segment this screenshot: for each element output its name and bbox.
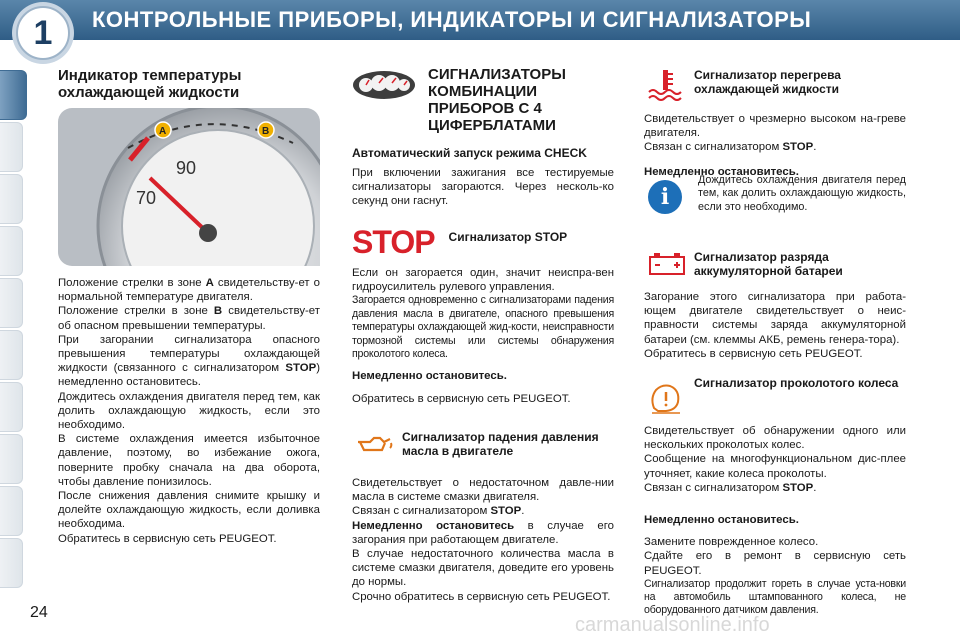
refill-paragraph: После снижения давления снимите крышку и долейте охлаждающую жидкость, если доливка необходима.	[58, 490, 320, 531]
tire-text-2: Сообщение на многофункциональном дис-плее уточняет, какие колеса проколоты.	[644, 453, 906, 480]
wait-cooling-paragraph: Дождитесь охлаждения двигателя перед тем, как долить охлаждающую жидкость, если это необходимо.	[58, 390, 320, 432]
page-number: 24	[30, 604, 48, 621]
overheat-link-paragraph	[644, 140, 906, 154]
stop-text-2: Загорается одновременно с сигнализаторами падения давления масла в двигателе, опасного превышения температуры охлаждающей жид-кости, неисправности тормозной системы или системы обнаружения проколотого колеса.	[352, 294, 614, 361]
flat-tire-icon	[648, 380, 684, 416]
side-tab-3[interactable]	[0, 174, 23, 224]
tire-link-paragraph	[644, 481, 906, 495]
chapter-number-badge: 1	[16, 6, 70, 60]
oil-pressure-title: Сигнализатор падения давления масла в двигателе	[402, 430, 599, 458]
check-mode-title: Автоматический запуск режима CHECK	[352, 146, 587, 160]
zone-b-text-1: Положение стрелки в зоне	[58, 305, 214, 318]
info-icon: i	[648, 180, 682, 214]
zone-a-text-2: свидетельству-ет о нормальной температуре двигателя.	[58, 277, 320, 304]
zone-b-text-2: свидетельству-ет об опасном превышении температуры.	[58, 305, 320, 332]
overheat-link-dot: .	[813, 141, 817, 154]
pressure-paragraph: В системе охлаждения имеется избыточное давление, поэтому, во избежание ожога, поверните пробку сначала на два оборота, чтобы давление понизилось.	[58, 433, 320, 488]
side-tab-9[interactable]	[0, 486, 23, 536]
side-tab-5[interactable]	[0, 278, 23, 328]
battery-text-2: Обратитесь в сервисную сеть PEUGEOT.	[644, 347, 863, 360]
stop-warning-header	[352, 224, 614, 261]
side-tab-7[interactable]	[0, 382, 23, 432]
overheat-text-2: ) немедленно остановитесь.	[58, 362, 320, 389]
stop-immediately-text: Немедленно остановитесь.	[352, 370, 507, 383]
battery-text-1: Загорание этого сигнализатора при работа-ющем двигателе свидетельствует о неис-правности системы заряда аккумуляторной батареи (см. клеммы АКБ, ремень генера-тора).	[644, 291, 906, 346]
info-note-text: Дождитесь охлаждения двигателя перед тем, как долить охлаждающую жидкость, если это необходимо.	[698, 174, 906, 213]
oil-stop-word: STOP	[490, 505, 522, 518]
zone-b-paragraph	[58, 304, 320, 332]
watermark: carmanualsonline.info	[575, 614, 770, 636]
side-tab-8[interactable]	[0, 434, 23, 484]
flat-tire-title: Сигнализатор проколотого колеса	[694, 376, 899, 390]
oil-link-paragraph	[352, 504, 614, 518]
tire-stop-word: STOP	[782, 481, 814, 494]
cluster-section-title: СИГНАЛИЗАТОРЫ КОМБИНАЦИИ ПРИБОРОВ С 4 ЦИФЕРБЛАТАМИ	[428, 66, 566, 134]
tire-text-6: Сигнализатор продолжит гореть в случае уста-новки на автомобиль штампованного колеса, не оборудованного датчиком давления.	[644, 577, 906, 617]
coolant-temperature-text	[58, 276, 320, 546]
side-tab-6[interactable]	[0, 330, 23, 380]
tire-text-5: Сдайте его в ремонт в сервисную сеть PEUGEOT.	[644, 550, 906, 577]
temperature-gauge-image	[58, 108, 320, 266]
zone-b-letter: B	[213, 305, 223, 318]
side-tab-strip	[0, 70, 38, 590]
tire-text-1: Свидетельствует об обнаружении одного или нескольких проколотых колес.	[644, 425, 906, 452]
coolant-overheat-title: Сигнализатор перегрева охлаждающей жидкости	[694, 68, 841, 96]
overheat-immediately-text: Немедленно остановитесь.	[644, 165, 799, 178]
oil-immediately-text: Немедленно остановитесь	[352, 519, 515, 532]
overheat-paragraph	[58, 333, 320, 390]
tire-text-4: Замените поврежденное колесо.	[644, 536, 819, 549]
battery-title: Сигнализатор разряда аккумуляторной батареи	[694, 250, 843, 278]
oil-stop-text: в случае его загорания при работающем двигателе.	[352, 519, 614, 546]
header-bar	[0, 0, 960, 40]
check-mode-block	[352, 146, 614, 209]
info-note	[698, 174, 906, 214]
oil-pressure-text	[352, 476, 614, 604]
zone-a-text-1: Положение стрелки в зоне	[58, 277, 206, 289]
stop-warning-icon: STOP	[352, 224, 435, 260]
gauge-zone-a-label: A	[159, 126, 167, 137]
side-tab-1[interactable]	[0, 70, 27, 120]
overheat-stop-word: STOP	[782, 141, 814, 154]
stop-warning-title: Сигнализатор STOP	[448, 229, 568, 244]
zone-a-paragraph	[58, 276, 320, 304]
coolant-overheat-text	[644, 112, 906, 179]
gauge-tick-90: 90	[176, 158, 197, 178]
tire-link-dot: .	[813, 481, 817, 494]
flat-tire-text	[644, 424, 906, 617]
gauge-zone-b-label: B	[262, 126, 270, 137]
side-tab-4[interactable]	[0, 226, 23, 276]
cluster-section-title-block	[428, 66, 588, 134]
column-coolant-temperature	[58, 67, 320, 101]
tire-immediately-text: Немедленно остановитесь.	[644, 514, 799, 527]
coolant-temperature-title: Индикатор температуры охлаждающей жидкости	[58, 67, 242, 101]
oil-link-dot: .	[521, 505, 525, 518]
stop-warning-text	[352, 266, 614, 406]
page-header-title: КОНТРОЛЬНЫЕ ПРИБОРЫ, ИНДИКАТОРЫ И СИГНАЛИЗАТОРЫ	[92, 7, 812, 32]
stop-text-1: Если он загорается один, значит неиспра-вен гидроусилитель рулевого управления.	[352, 267, 614, 294]
gauge-tick-70: 70	[136, 188, 157, 208]
oil-pressure-icon	[354, 430, 394, 454]
oil-text-1: Свидетельствует о недостаточном давле-нии масла в системе смазки двигателя.	[352, 477, 614, 504]
overheat-link-text: Связан с сигнализатором	[644, 141, 783, 154]
oil-stop-paragraph	[352, 519, 614, 547]
zone-a-letter: A	[205, 277, 214, 289]
coolant-overheat-icon	[646, 68, 686, 102]
oil-text-4: В случае недостаточного количества масла в системе смазки двигателя, доведите его уровень до нормы.	[352, 548, 614, 589]
service-paragraph: Обратитесь в сервисную сеть PEUGEOT.	[58, 532, 277, 545]
side-tab-10[interactable]	[0, 538, 23, 588]
battery-text	[644, 290, 906, 361]
stop-service-text: Обратитесь в сервисную сеть PEUGEOT.	[352, 392, 571, 405]
oil-link-text: Связан с сигнализатором	[352, 505, 491, 518]
overheat-stop-word: STOP	[285, 362, 317, 375]
battery-icon	[648, 252, 686, 276]
tire-link-text: Связан с сигнализатором	[644, 481, 783, 494]
oil-text-5: Срочно обратитесь в сервисную сеть PEUGEOT.	[352, 590, 611, 603]
instrument-cluster-icon	[352, 70, 416, 100]
overheat-text-1: Свидетельствует о чрезмерно высоком на-греве двигателя.	[644, 113, 906, 140]
side-tab-2[interactable]	[0, 122, 23, 172]
overheat-text-1: При загорании сигнализатора опасного превышения температуры охлаждающей жидкости (связанного с сигнализатором	[58, 333, 320, 375]
check-mode-text: При включении зажигания все тестируемые сигнализаторы загораются. Через несколь-ко секунд они гаснут.	[352, 167, 614, 208]
